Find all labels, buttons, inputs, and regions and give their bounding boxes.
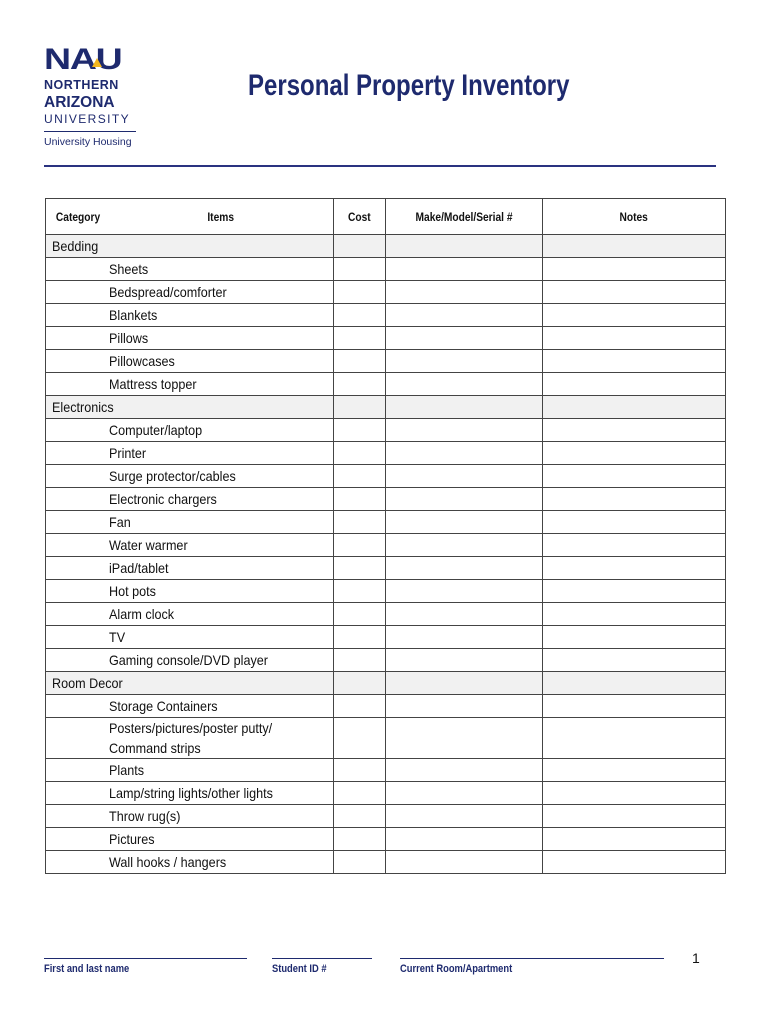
name-field[interactable] xyxy=(44,958,247,975)
item-row xyxy=(46,465,726,488)
item-row xyxy=(46,649,726,672)
make-model-serial-cell[interactable] xyxy=(386,534,543,557)
notes-cell[interactable] xyxy=(543,782,726,805)
cost-cell[interactable] xyxy=(334,419,386,442)
table-header-row xyxy=(46,199,726,235)
item-label: Surge protector/cables xyxy=(46,465,334,488)
category-row xyxy=(46,396,726,419)
item-label: Posters/pictures/poster putty/ Command strips xyxy=(46,718,334,759)
item-row xyxy=(46,534,726,557)
logo-mark: NAU xyxy=(44,43,122,76)
notes-cell[interactable] xyxy=(543,718,726,759)
item-label: iPad/tablet xyxy=(46,557,334,580)
notes-cell[interactable] xyxy=(543,488,726,511)
make-model-serial-cell[interactable] xyxy=(386,442,543,465)
item-row xyxy=(46,805,726,828)
cost-cell[interactable] xyxy=(334,258,386,281)
notes-cell[interactable] xyxy=(543,695,726,718)
item-row xyxy=(46,626,726,649)
notes-cell[interactable] xyxy=(543,557,726,580)
item-label: Water warmer xyxy=(46,534,334,557)
inventory-table xyxy=(45,198,726,874)
cost-cell[interactable] xyxy=(334,235,386,258)
item-row xyxy=(46,419,726,442)
item-row xyxy=(46,488,726,511)
item-row xyxy=(46,350,726,373)
category-label: Bedding xyxy=(46,235,334,258)
item-label: Plants xyxy=(46,759,334,782)
cost-cell[interactable] xyxy=(334,465,386,488)
item-label: Printer xyxy=(46,442,334,465)
item-label: Lamp/string lights/other lights xyxy=(46,782,334,805)
make-model-serial-cell[interactable] xyxy=(386,649,543,672)
item-label: Fan xyxy=(46,511,334,534)
cost-cell[interactable] xyxy=(334,672,386,695)
notes-cell[interactable] xyxy=(543,235,726,258)
item-label: Electronic chargers xyxy=(46,488,334,511)
logo-line3: UNIVERSITY xyxy=(44,112,131,126)
notes-cell[interactable] xyxy=(543,373,726,396)
make-model-serial-cell[interactable] xyxy=(386,695,543,718)
logo-line1: NORTHERN xyxy=(44,78,119,92)
cost-cell[interactable] xyxy=(334,718,386,759)
notes-cell[interactable] xyxy=(543,805,726,828)
header-make: Make/Model/Serial # xyxy=(386,199,543,235)
header-items: Items xyxy=(109,199,334,235)
name-label: First and last name xyxy=(44,963,130,975)
logo-line2: ARIZONA xyxy=(44,94,115,111)
make-model-serial-cell[interactable] xyxy=(386,626,543,649)
logo-triangle-icon xyxy=(92,58,102,67)
cost-cell[interactable] xyxy=(334,373,386,396)
room-label: Current Room/Apartment xyxy=(400,963,513,975)
cost-cell[interactable] xyxy=(334,782,386,805)
cost-cell[interactable] xyxy=(334,695,386,718)
make-model-serial-cell[interactable] xyxy=(386,718,543,759)
student-id-label: Student ID # xyxy=(272,963,327,975)
item-label: Bedspread/comforter xyxy=(46,281,334,304)
logo-department: University Housing xyxy=(44,136,132,148)
cost-cell[interactable] xyxy=(334,557,386,580)
make-model-serial-cell[interactable] xyxy=(386,851,543,874)
item-label: Computer/laptop xyxy=(46,419,334,442)
notes-cell[interactable] xyxy=(543,851,726,874)
title-divider xyxy=(44,165,716,167)
cost-cell[interactable] xyxy=(334,442,386,465)
notes-cell[interactable] xyxy=(543,465,726,488)
make-model-serial-cell[interactable] xyxy=(386,782,543,805)
category-row xyxy=(46,672,726,695)
cost-cell[interactable] xyxy=(334,851,386,874)
item-label: Mattress topper xyxy=(46,373,334,396)
notes-cell[interactable] xyxy=(543,350,726,373)
make-model-serial-cell[interactable] xyxy=(386,258,543,281)
page-title: Personal Property Inventory xyxy=(248,69,570,102)
cost-cell[interactable] xyxy=(334,580,386,603)
make-model-serial-cell[interactable] xyxy=(386,580,543,603)
item-label: Pillowcases xyxy=(46,350,334,373)
item-label: Alarm clock xyxy=(46,603,334,626)
cost-cell[interactable] xyxy=(334,327,386,350)
cost-cell[interactable] xyxy=(334,488,386,511)
cost-cell[interactable] xyxy=(334,805,386,828)
make-model-serial-cell[interactable] xyxy=(386,511,543,534)
make-model-serial-cell[interactable] xyxy=(386,281,543,304)
notes-cell[interactable] xyxy=(543,511,726,534)
notes-cell[interactable] xyxy=(543,396,726,419)
header-cost: Cost xyxy=(334,199,386,235)
make-model-serial-cell[interactable] xyxy=(386,350,543,373)
item-label: TV xyxy=(46,626,334,649)
item-label: Gaming console/DVD player xyxy=(46,649,334,672)
notes-cell[interactable] xyxy=(543,580,726,603)
cost-cell[interactable] xyxy=(334,626,386,649)
item-row xyxy=(46,603,726,626)
cost-cell[interactable] xyxy=(334,759,386,782)
item-row xyxy=(46,557,726,580)
notes-cell[interactable] xyxy=(543,649,726,672)
item-label: Pillows xyxy=(46,327,334,350)
category-row xyxy=(46,235,726,258)
item-row xyxy=(46,851,726,874)
cost-cell[interactable] xyxy=(334,396,386,419)
make-model-serial-cell[interactable] xyxy=(386,419,543,442)
notes-cell[interactable] xyxy=(543,304,726,327)
header-notes: Notes xyxy=(543,199,726,235)
cost-cell[interactable] xyxy=(334,350,386,373)
room-field[interactable] xyxy=(400,958,664,975)
cost-cell[interactable] xyxy=(334,649,386,672)
item-label: Hot pots xyxy=(46,580,334,603)
cost-cell[interactable] xyxy=(334,534,386,557)
item-row xyxy=(46,695,726,718)
cost-cell[interactable] xyxy=(334,828,386,851)
make-model-serial-cell[interactable] xyxy=(386,465,543,488)
item-row xyxy=(46,304,726,327)
cost-cell[interactable] xyxy=(334,603,386,626)
notes-cell[interactable] xyxy=(543,327,726,350)
make-model-serial-cell[interactable] xyxy=(386,304,543,327)
item-label: Throw rug(s) xyxy=(46,805,334,828)
notes-cell[interactable] xyxy=(543,258,726,281)
item-label: Pictures xyxy=(46,828,334,851)
make-model-serial-cell[interactable] xyxy=(386,396,543,419)
category-label: Electronics xyxy=(46,396,334,419)
item-row xyxy=(46,258,726,281)
make-model-serial-cell[interactable] xyxy=(386,805,543,828)
item-label: Storage Containers xyxy=(46,695,334,718)
item-row xyxy=(46,281,726,304)
cost-cell[interactable] xyxy=(334,304,386,327)
notes-cell[interactable] xyxy=(543,534,726,557)
item-row xyxy=(46,373,726,396)
notes-cell[interactable] xyxy=(543,419,726,442)
item-row xyxy=(46,580,726,603)
logo-rule xyxy=(44,131,136,132)
notes-cell[interactable] xyxy=(543,828,726,851)
student-id-field[interactable] xyxy=(272,958,372,975)
make-model-serial-cell[interactable] xyxy=(386,759,543,782)
nau-logo xyxy=(44,42,144,149)
item-label: Blankets xyxy=(46,304,334,327)
item-row xyxy=(46,759,726,782)
make-model-serial-cell[interactable] xyxy=(386,828,543,851)
make-model-serial-cell[interactable] xyxy=(386,327,543,350)
notes-cell[interactable] xyxy=(543,672,726,695)
item-label: Wall hooks / hangers xyxy=(46,851,334,874)
item-row xyxy=(46,782,726,805)
make-model-serial-cell[interactable] xyxy=(386,235,543,258)
cost-cell[interactable] xyxy=(334,281,386,304)
category-label: Room Decor xyxy=(46,672,334,695)
make-model-serial-cell[interactable] xyxy=(386,373,543,396)
make-model-serial-cell[interactable] xyxy=(386,488,543,511)
item-row xyxy=(46,718,726,759)
item-row xyxy=(46,828,726,851)
item-row xyxy=(46,511,726,534)
item-label: Sheets xyxy=(46,258,334,281)
notes-cell[interactable] xyxy=(543,281,726,304)
notes-cell[interactable] xyxy=(543,442,726,465)
page-number: 1 xyxy=(692,950,700,966)
make-model-serial-cell[interactable] xyxy=(386,672,543,695)
notes-cell[interactable] xyxy=(543,626,726,649)
item-row xyxy=(46,442,726,465)
cost-cell[interactable] xyxy=(334,511,386,534)
item-row xyxy=(46,327,726,350)
notes-cell[interactable] xyxy=(543,759,726,782)
make-model-serial-cell[interactable] xyxy=(386,603,543,626)
make-model-serial-cell[interactable] xyxy=(386,557,543,580)
notes-cell[interactable] xyxy=(543,603,726,626)
header-category: Category xyxy=(46,199,109,235)
